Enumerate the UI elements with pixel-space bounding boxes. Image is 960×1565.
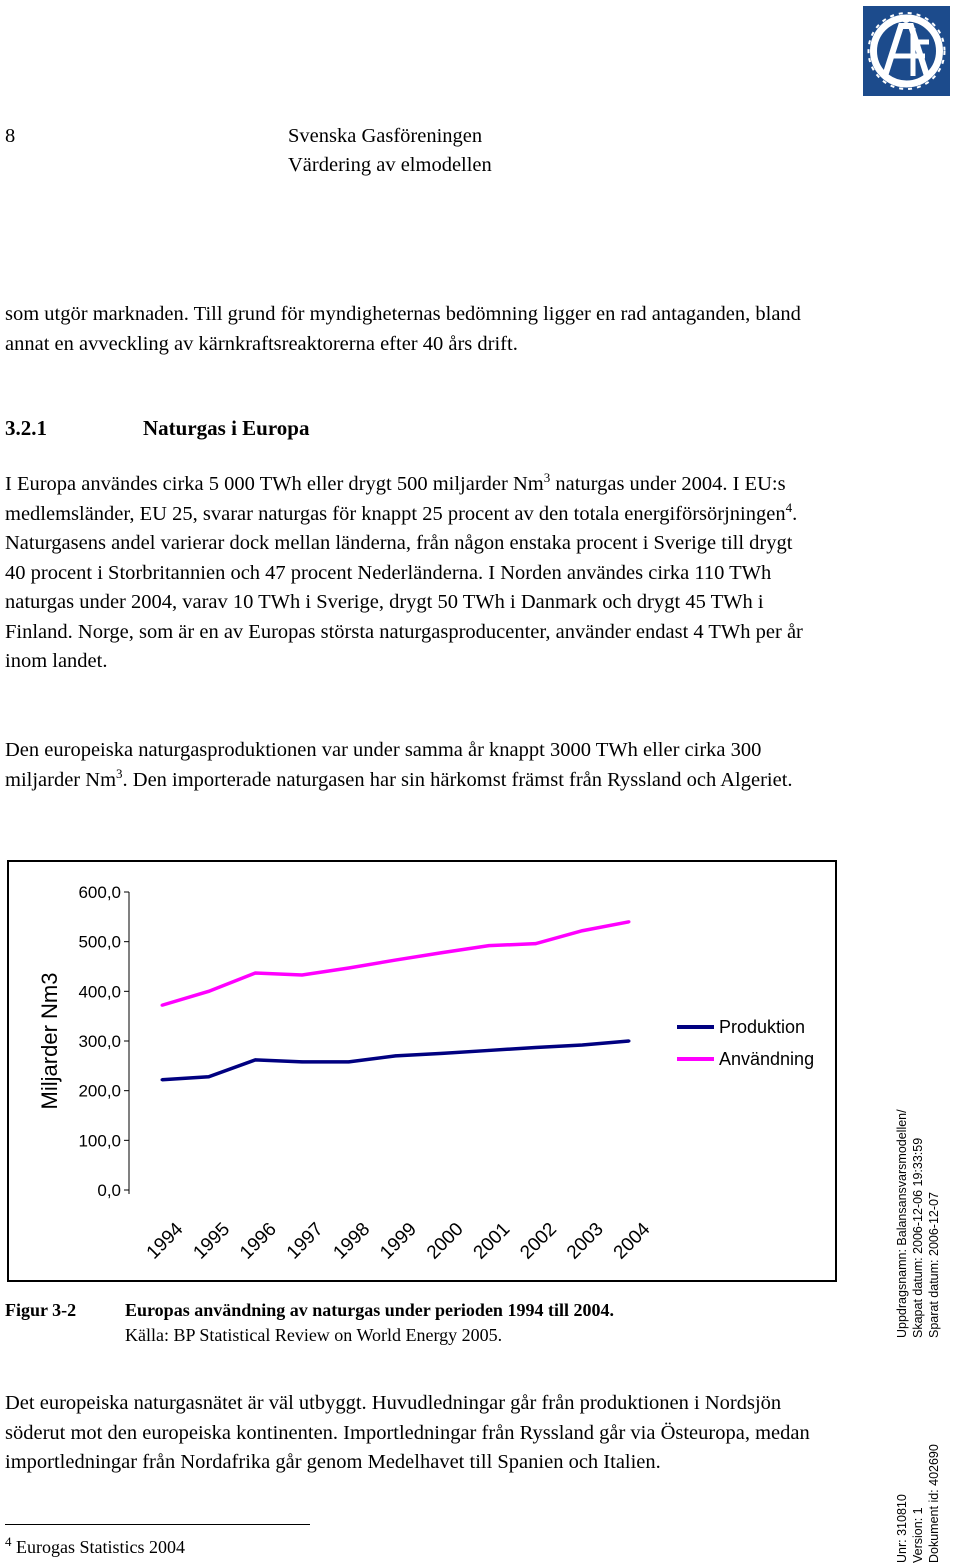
- footnote-text: Eurogas Statistics 2004: [16, 1537, 185, 1557]
- data-point: [347, 1060, 350, 1063]
- x-tick-label: 1999: [376, 1218, 421, 1264]
- superscript-3: 3: [543, 470, 551, 486]
- x-tick-label: 1998: [329, 1218, 375, 1264]
- gas-usage-chart: [7, 860, 837, 1282]
- footnote-number: 4: [5, 1534, 12, 1549]
- data-point: [487, 1049, 490, 1052]
- superscript-3: 3: [116, 765, 123, 781]
- y-tick-label: 300,0: [78, 1032, 121, 1051]
- para2-part-c: . Naturgasens andel varierar dock mellan länderna, från någon enstaka procent i Sverige till drygt 40 procent i Storbritannien och 47 procent Nederländerna. I Norden användes cirka 110 TWh naturgas under 2004, varav 10 TWh i Sverige, drygt 50 TWh i Danmark och drygt 45 TWh i Finland. Norge, som är en av Europas största naturgasproducenter, använder endast 4 TWh per år inom landet.: [5, 502, 803, 672]
- chart-canvas: [9, 862, 835, 1280]
- para3-part-a: Den europeiska naturgasproduktionen var under samma år knappt 3000 TWh eller cirka 300 miljarder Nm: [5, 739, 762, 791]
- section-title: Naturgas i Europa: [143, 416, 310, 440]
- x-tick-label: 2001: [469, 1218, 515, 1264]
- data-point: [347, 966, 350, 969]
- paragraph-intro: som utgör marknaden. Till grund för myndigheternas bedömning ligger en rad antaganden, bland annat en avveckling av kärnkraftsreaktorerna efter 40 års drift.: [5, 303, 801, 355]
- sidebar-sparat: Sparat datum: 2006-12-07: [927, 1192, 941, 1338]
- data-point: [394, 1054, 397, 1057]
- y-tick-label: 0,0: [97, 1181, 121, 1200]
- para2-part-b: naturgas under 2004. I EU:s medlemsländer, EU 25, svarar naturgas för knappt 25 procent av den totala energiförsörjningen: [5, 473, 786, 525]
- figure-source: Källa: BP Statistical Review on World Energy 2005.: [125, 1325, 503, 1345]
- sidebar-uppdragsnamn: Uppdragsnamn: Balansansvarsmodellen/: [895, 1109, 909, 1338]
- data-point: [301, 1060, 304, 1063]
- data-point: [628, 920, 631, 923]
- sidebar-dokument-id: Dokument id: 402690: [927, 1444, 941, 1563]
- y-tick-label: 400,0: [78, 982, 121, 1002]
- x-tick-label: 1996: [236, 1218, 281, 1264]
- x-tick-label: 2004: [609, 1218, 655, 1264]
- section-number: 3.2.1: [5, 416, 47, 440]
- para3-part-b: . Den importerade naturgasen har sin härkomst främst från Ryssland och Algeriet.: [122, 768, 793, 791]
- data-point: [441, 951, 444, 954]
- y-axis-label: Miljarder Nm3: [37, 972, 62, 1110]
- series-line-anvandning: [162, 922, 629, 1005]
- page-number: 8: [5, 125, 16, 147]
- para2-part-a: I Europa användes cirka 5 000 TWh eller drygt 500 miljarder Nm: [5, 473, 544, 495]
- legend-label: Användning: [719, 1049, 815, 1069]
- data-point: [487, 944, 490, 947]
- data-point: [207, 990, 210, 993]
- data-point: [534, 942, 537, 945]
- data-point: [628, 1040, 631, 1043]
- data-point: [161, 1004, 164, 1007]
- series-line-produktion: [162, 1041, 629, 1080]
- paragraph-produktion: [5, 736, 815, 795]
- data-point: [207, 1075, 210, 1078]
- paragraph-naturgas-europa: [5, 470, 815, 677]
- data-point: [534, 1046, 537, 1049]
- data-point: [581, 1043, 584, 1046]
- legend-label: Produktion: [719, 1017, 806, 1037]
- x-tick-label: 2003: [562, 1218, 608, 1264]
- figure-caption: Europas användning av naturgas under perioden 1994 till 2004.: [125, 1300, 614, 1320]
- paragraph-gasnatet: Det europeiska naturgasnätet är väl utbyggt. Huvudledningar går från produktionen i Nordsjön söderut mot den europeiska kontinenten. Importledningar från Ryssland går via Östeuropa, medan importledningar från Nordafrika går genom Medelhavet till Spanien och Italien.: [5, 1392, 810, 1473]
- data-point: [394, 959, 397, 962]
- sidebar-version: Version: 1: [911, 1507, 925, 1563]
- data-point: [254, 971, 257, 974]
- sidebar-unr: Unr: 310810: [895, 1494, 909, 1563]
- y-tick-label: 100,0: [78, 1131, 121, 1151]
- data-point: [581, 929, 584, 932]
- footnote-divider: [5, 1524, 310, 1525]
- footnote-ref[interactable]: 4: [785, 499, 793, 515]
- data-point: [254, 1058, 257, 1061]
- data-point: [301, 973, 304, 976]
- y-tick-label: 200,0: [78, 1081, 121, 1101]
- header-org: Svenska Gasföreningen: [288, 125, 483, 147]
- x-tick-label: 2000: [422, 1218, 468, 1264]
- x-tick-label: 2002: [516, 1218, 562, 1264]
- x-tick-label: 1994: [142, 1218, 188, 1264]
- x-tick-label: 1997: [282, 1218, 328, 1264]
- aaf-logo-icon: [863, 6, 950, 96]
- footnote: [5, 1534, 185, 1558]
- y-tick-label: 600,0: [78, 883, 121, 902]
- header-doc-title: Värdering av elmodellen: [288, 154, 492, 176]
- data-point: [441, 1052, 444, 1055]
- data-point: [161, 1078, 164, 1081]
- sidebar-skapat: Skapat datum: 2006-12-06 19:33:59: [911, 1137, 925, 1338]
- figure-label: Figur 3-2: [5, 1300, 77, 1320]
- x-tick-label: 1995: [189, 1218, 235, 1264]
- y-tick-label: 500,0: [78, 932, 121, 952]
